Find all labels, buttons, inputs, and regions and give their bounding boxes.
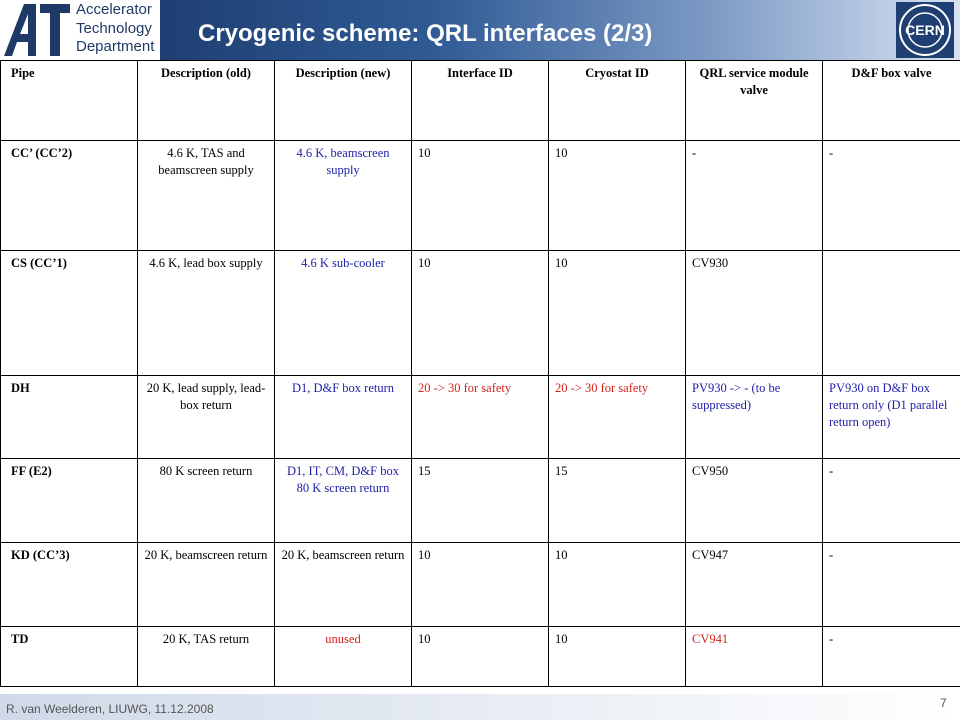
table-row xyxy=(1,627,960,687)
table-row xyxy=(1,141,960,251)
cern-logo-icon xyxy=(896,2,954,58)
department-logo xyxy=(0,0,160,60)
column-header-pipe: Pipe xyxy=(1,61,138,141)
cell-df-valve xyxy=(823,251,960,376)
column-header-interface-id: Interface ID xyxy=(412,61,549,141)
cell-qrl-valve: CV930 xyxy=(686,251,823,376)
page-number: 7 xyxy=(940,696,947,710)
cell-description-new: D1, IT, CM, D&F box 80 K screen return xyxy=(275,459,412,543)
cell-pipe: TD xyxy=(1,627,138,687)
table-row xyxy=(1,459,960,543)
cell-description-old: 4.6 K, lead box supply xyxy=(138,251,275,376)
cell-description-old: 20 K, lead supply, lead-box return xyxy=(138,376,275,459)
cell-qrl-valve: PV930 -> - (to be suppressed) xyxy=(686,376,823,459)
qrl-interfaces-table xyxy=(0,60,960,687)
logo-line-3: Department xyxy=(76,38,155,55)
table-row xyxy=(1,376,960,459)
logo-line-2: Technology xyxy=(76,19,152,37)
cell-description-old: 20 K, TAS return xyxy=(138,627,275,687)
cell-df-valve: - xyxy=(823,459,960,543)
cell-interface-id: 10 xyxy=(412,251,549,376)
at-logo-icon xyxy=(2,2,72,58)
page-title: Cryogenic scheme: QRL interfaces (2/3) xyxy=(198,20,653,47)
cell-pipe: CC’ (CC’2) xyxy=(1,141,138,251)
cell-qrl-valve: CV947 xyxy=(686,543,823,627)
column-header-cryostat-id: Cryostat ID xyxy=(549,61,686,141)
cell-pipe: FF (E2) xyxy=(1,459,138,543)
cell-description-new: 20 K, beamscreen return xyxy=(275,543,412,627)
cell-description-old: 20 K, beamscreen return xyxy=(138,543,275,627)
table-header-row xyxy=(1,61,960,141)
table-row xyxy=(1,251,960,376)
cell-df-valve: PV930 on D&F box return only (D1 parallel return open) xyxy=(823,376,960,459)
cell-description-new: unused xyxy=(275,627,412,687)
cell-cryostat-id: 10 xyxy=(549,141,686,251)
logo-line-1: Accelerator xyxy=(76,1,152,18)
cell-qrl-valve: - xyxy=(686,141,823,251)
footer-author: R. van Weelderen, LIUWG, 11.12.2008 xyxy=(6,702,214,716)
column-header-df-valve: D&F box valve xyxy=(823,61,960,141)
cell-df-valve: - xyxy=(823,543,960,627)
cell-description-new: D1, D&F box return xyxy=(275,376,412,459)
cell-pipe: KD (CC’3) xyxy=(1,543,138,627)
svg-text:CERN: CERN xyxy=(905,22,945,38)
cell-description-new: 4.6 K sub-cooler xyxy=(275,251,412,376)
cell-interface-id: 10 xyxy=(412,543,549,627)
cell-df-valve: - xyxy=(823,141,960,251)
column-header-description-old: Description (old) xyxy=(138,61,275,141)
table-row xyxy=(1,543,960,627)
cell-interface-id: 10 xyxy=(412,627,549,687)
cell-pipe: DH xyxy=(1,376,138,459)
cell-cryostat-id: 10 xyxy=(549,251,686,376)
cell-df-valve: - xyxy=(823,627,960,687)
cell-qrl-valve: CV950 xyxy=(686,459,823,543)
cell-description-new: 4.6 K, beamscreen supply xyxy=(275,141,412,251)
cell-interface-id: 10 xyxy=(412,141,549,251)
qrl-interfaces-table-wrap xyxy=(0,60,960,687)
cell-interface-id: 20 -> 30 for safety xyxy=(412,376,549,459)
cell-interface-id: 15 xyxy=(412,459,549,543)
cell-cryostat-id: 10 xyxy=(549,627,686,687)
cell-cryostat-id: 20 -> 30 for safety xyxy=(549,376,686,459)
cell-pipe: CS (CC’1) xyxy=(1,251,138,376)
cell-description-old: 4.6 K, TAS and beamscreen supply xyxy=(138,141,275,251)
column-header-qrl-valve: QRL service module valve xyxy=(686,61,823,141)
slide-header xyxy=(0,0,960,60)
cell-qrl-valve: CV941 xyxy=(686,627,823,687)
slide-footer xyxy=(0,694,960,720)
logo-text xyxy=(76,1,160,57)
cell-description-old: 80 K screen return xyxy=(138,459,275,543)
cell-cryostat-id: 10 xyxy=(549,543,686,627)
cell-cryostat-id: 15 xyxy=(549,459,686,543)
column-header-description-new: Description (new) xyxy=(275,61,412,141)
